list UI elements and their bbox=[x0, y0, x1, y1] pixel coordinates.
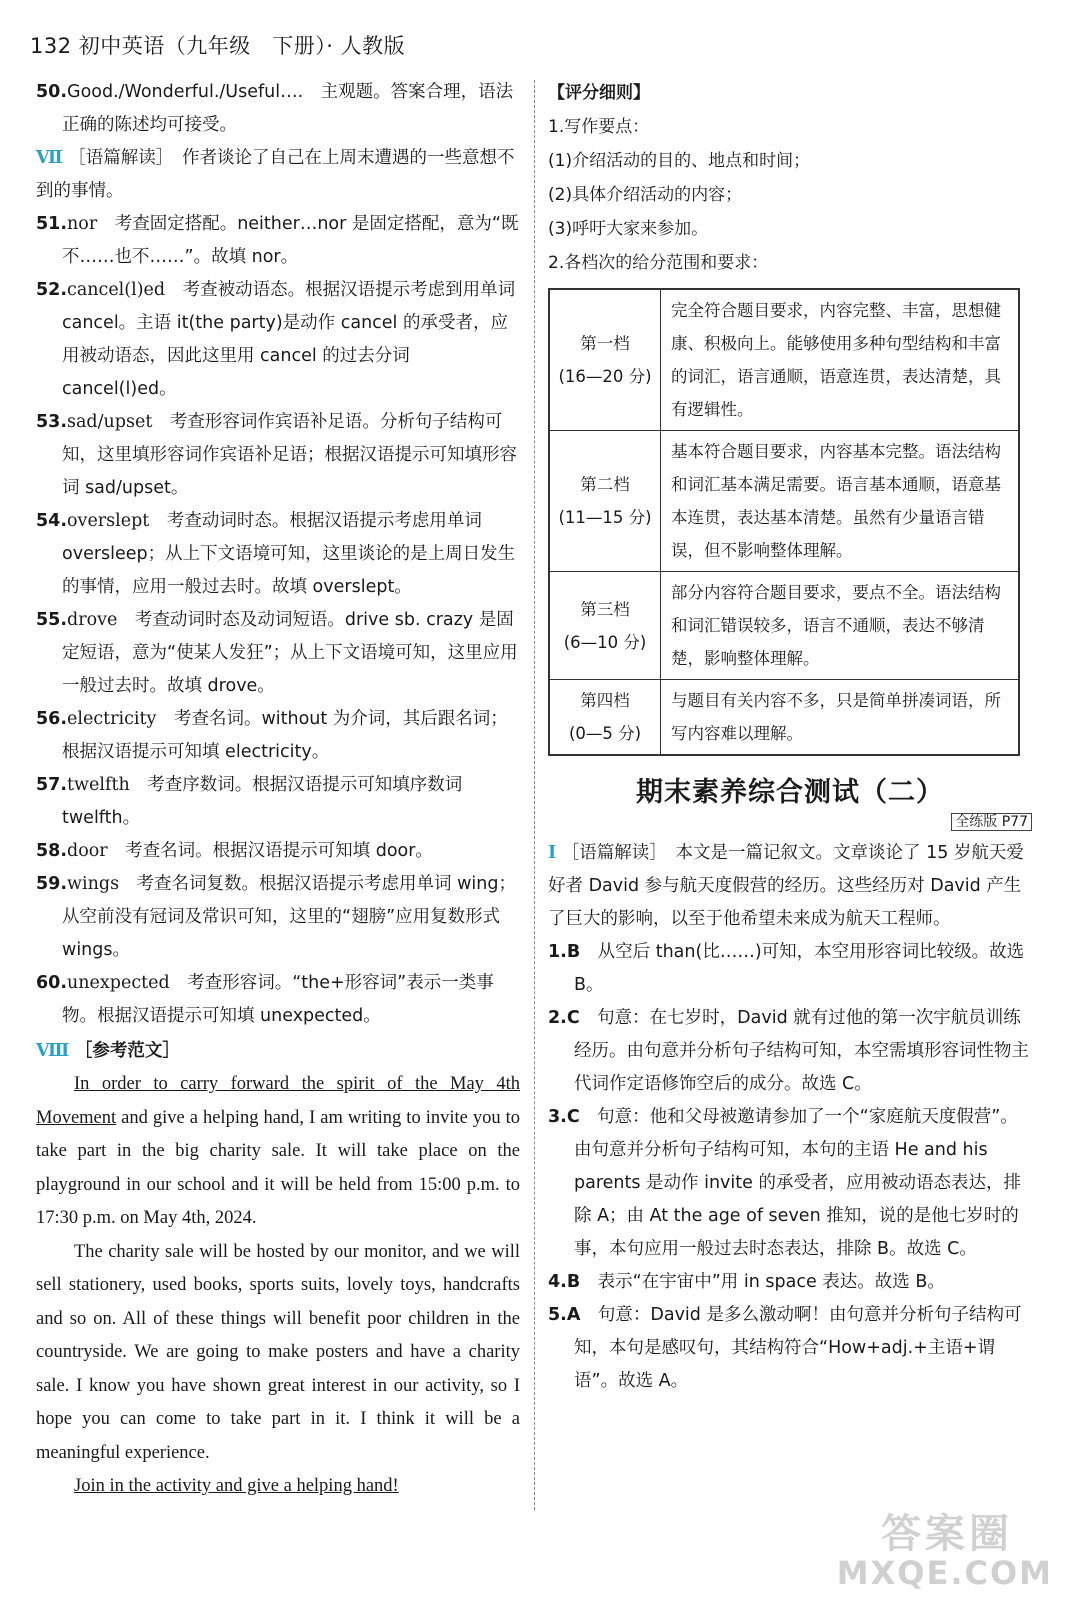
essay-paragraph-1: In order to carry forward the spirit of the May 4th Movement and give a helping hand, I am writing to invite you to take part in the big charity sale. It will take place on the playground in our school and it will be held from 15:00 p.m. to 17:30 p.m. on May 4th, 2024. bbox=[36, 1074, 520, 1228]
site-watermark: 答案圈 MXQE.COM bbox=[836, 1511, 1053, 1592]
table-row bbox=[549, 680, 1019, 756]
rule-line: 2.各档次的给分范围和要求： bbox=[548, 253, 769, 273]
column-divider bbox=[534, 80, 535, 1510]
answer-item-5: 5.A 句意：David 是多么激动啊！由句意并分析句子结构可知，本句是感叹句，其结构符合“How+adj.+主语+谓语”。故选 A。 bbox=[548, 1305, 1022, 1391]
section-mark-8: Ⅷ bbox=[36, 1041, 70, 1061]
answer-item-54: 54.overslept 考查动词时态。根据汉语提示考虑用单词 oversleep；从上下文语境可知，这里谈论的是上周日发生的事情，应用一般过去时。故填 overslept。 bbox=[36, 511, 516, 597]
answer-item-2: 2.C 句意：在七岁时，David 就有过他的第一次宇航员训练经历。由句意并分析句子结构可知，本空需填形容词性物主代词作定语修饰空后的成分。故选 C。 bbox=[548, 1008, 1029, 1094]
grade-requirement-cell: 部分内容符合题目要求，要点不全。语法结构和词汇错误较多，语言不通顺，表达不够清楚，影响整体理解。 bbox=[661, 572, 1020, 680]
rule-line: (2)具体介绍活动的内容； bbox=[548, 185, 743, 205]
essay-paragraph-2: The charity sale will be hosted by our monitor, and we will sell stationery, used books, sports suits, lovely toys, handcrafts and so on. All of these things will benefit poor children in the countryside. We are going to make posters and have a charity sale. I know you have shown great interest in our activity, so I hope you can come to take part in it. I think it will be a meaningful experience. bbox=[36, 1241, 520, 1463]
scoring-rules-title: 【评分细则】 bbox=[548, 83, 650, 103]
section-mark-1: Ⅰ bbox=[548, 843, 557, 863]
page-reference: 全练版 P77 bbox=[548, 811, 1032, 831]
grade-requirement-cell: 与题目有关内容不多，只是简单拼凑词语，所写内容难以理解。 bbox=[661, 680, 1020, 756]
test-title: 期末素养综合测试（二） bbox=[636, 777, 944, 808]
grading-table bbox=[548, 288, 1020, 756]
rule-line: (1)介绍活动的目的、地点和时间； bbox=[548, 151, 811, 171]
grade-requirement-cell: 基本符合题目要求，内容基本完整。语法结构和词汇基本满足需要。语言基本通顺，语意基本连贯，表达基本清楚。虽然有少量语言错误，但不影响整体理解。 bbox=[661, 431, 1020, 572]
section-8-heading: Ⅷ ［参考范文］ bbox=[36, 1041, 180, 1061]
section-7-intro: Ⅶ ［语篇解读］ 作者谈论了自己在上周末遭遇的一些意想不到的事情。 bbox=[36, 148, 515, 201]
essay-paragraph-3: Join in the activity and give a helping hand! bbox=[74, 1476, 399, 1496]
answer-item-4: 4.B 表示“在宇宙中”用 in space 表达。故选 B。 bbox=[548, 1272, 945, 1292]
grade-level-cell: 第二档 (11—15 分) bbox=[549, 431, 661, 572]
grade-level-cell: 第三档 (6—10 分) bbox=[549, 572, 661, 680]
table-row bbox=[549, 289, 1019, 431]
grade-requirement-cell: 完全符合题目要求，内容完整、丰富，思想健康、积极向上。能够使用多种句型结构和丰富的词汇，语言通顺，语意连贯，表达清楚，具有逻辑性。 bbox=[661, 289, 1020, 431]
left-column bbox=[36, 76, 520, 1504]
answer-item-51: 51.nor 考查固定搭配。neither…nor 是固定搭配，意为“既不……也不……”。故填 nor。 bbox=[36, 214, 519, 267]
answer-item-60: 60.unexpected 考查形容词。“the+形容词”表示一类事物。根据汉语提示可知填 unexpected。 bbox=[36, 973, 494, 1026]
rule-line: 1.写作要点： bbox=[548, 117, 650, 137]
rule-line: (3)呼吁大家来参加。 bbox=[548, 219, 709, 239]
answer-item-59: 59.wings 考查名词复数。根据汉语提示考虑用单词 wing；从空前没有冠词及常识可知，这里的“翅膀”应用复数形式 wings。 bbox=[36, 874, 516, 960]
right-column bbox=[548, 76, 1032, 1398]
answer-item-52: 52.cancel(l)ed 考查被动语态。根据汉语提示考虑到用单词 cancel。主语 it(the party)是动作 cancel 的承受者，应用被动语态，因此这里用 cancel 的过去分词 cancel(l)ed。 bbox=[36, 280, 516, 399]
answer-item-55: 55.drove 考查动词时态及动词短语。drive sb. crazy 是固定短语，意为“使某人发狂”；从上下文语境可知，这里应用一般过去时。故填 drove。 bbox=[36, 610, 518, 696]
sample-essay bbox=[36, 1068, 520, 1504]
grade-level-cell: 第一档 (16—20 分) bbox=[549, 289, 661, 431]
answer-item-57: 57.twelfth 考查序数词。根据汉语提示可知填序数词 twelfth。 bbox=[36, 775, 463, 828]
answer-item-56: 56.electricity 考查名词。without 为介词，其后跟名词；根据汉语提示可知填 electricity。 bbox=[36, 709, 508, 762]
table-row bbox=[549, 431, 1019, 572]
answer-item-1: 1.B 从空后 than(比……)可知，本空用形容词比较级。故选 B。 bbox=[548, 942, 1025, 995]
table-row bbox=[549, 572, 1019, 680]
section-mark-7: Ⅶ bbox=[36, 148, 63, 168]
page-header bbox=[30, 30, 405, 60]
book-title: 初中英语（九年级 下册）· 人教版 bbox=[78, 34, 406, 58]
answer-item-58: 58.door 考查名词。根据汉语提示可知填 door。 bbox=[36, 841, 433, 861]
page-number: 132 bbox=[30, 34, 72, 58]
answer-item-53: 53.sad/upset 考查形容词作宾语补足语。分析句子结构可知，这里填形容词作宾语补足语；根据汉语提示可知填形容词 sad/upset。 bbox=[36, 412, 517, 498]
grade-level-cell: 第四档 (0—5 分) bbox=[549, 680, 661, 756]
answer-item-50: 50.Good./Wonderful./Useful…. 主观题。答案合理，语法正确的陈述均可接受。 bbox=[36, 82, 514, 135]
section-1-intro: Ⅰ ［语篇解读］ 本文是一篇记叙文。文章谈论了 15 岁航天爱好者 David 参与航天度假营的经历。这些经历对 David 产生了巨大的影响，以至于他希望未来成为航天工程师。 bbox=[548, 843, 1024, 929]
answer-item-3: 3.C 句意：他和父母被邀请参加了一个“家庭航天度假营”。由句意并分析句子结构可知，本句的主语 He and his parents 是动作 invite 的承受者，应用被动语态表达，排除 A；由 At the age of seven 推知，说的是他七岁时的事，本句应用一般过去时态表达，排除 B。故选 C。 bbox=[548, 1107, 1021, 1259]
